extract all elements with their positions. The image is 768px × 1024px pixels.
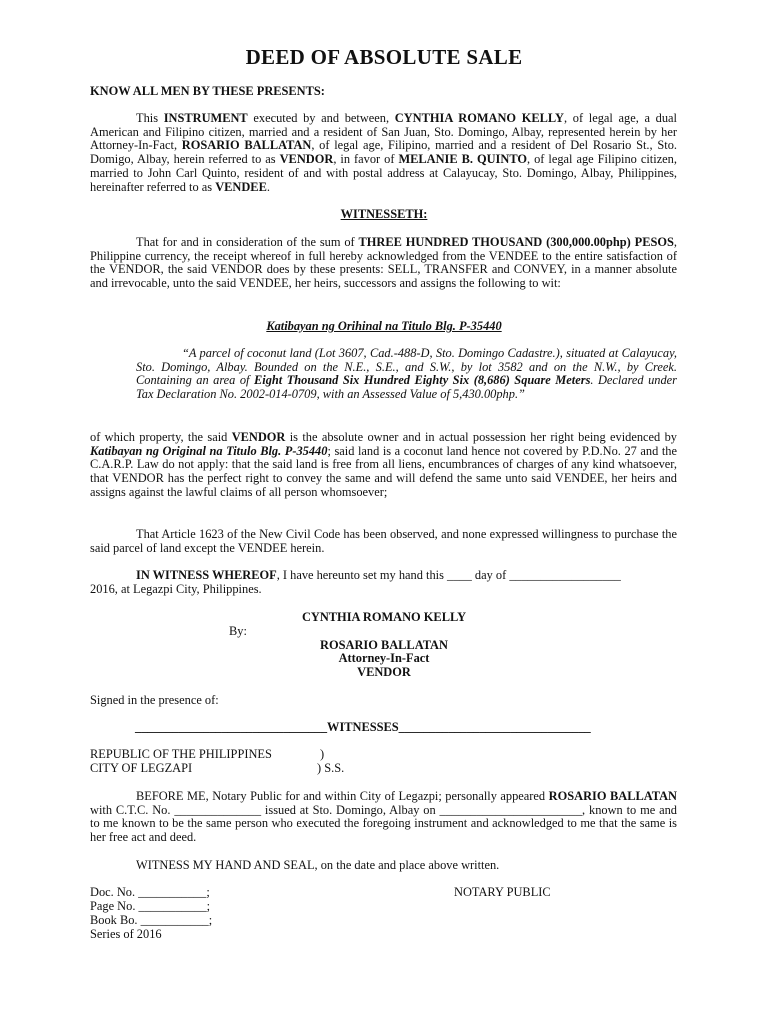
ownership-paragraph: of which property, the said VENDOR is the absolute owner and in actual possession her right being evidenced by Katibayan ng Original na Titulo Blg. P-35440; said land is a coconut land hence not covered by P.D.No. 27 and the C.A.R.P. Law do not apply: that the said land is free from all liens, encumbrances of charges of any kind whatsoever, that VENDOR has the perfect right to convey the same and will defend the same unto said VENDEE, her heirs and assigns against the lawful claims of all person whomsoever; bbox=[90, 430, 677, 499]
witnesses-line: _______________________________WITNESSES_______________________________ bbox=[135, 720, 591, 734]
venue-bracket: ) bbox=[320, 747, 325, 761]
page-number: Page No. ___________; bbox=[90, 899, 211, 913]
signatory-name: CYNTHIA ROMANO KELLY bbox=[301, 610, 467, 624]
vendee-name: MELANIE B. QUINTO bbox=[398, 152, 528, 167]
land-area: Eight Thousand Six Hundred Eighty Six (8,686) Square Meters bbox=[253, 373, 591, 388]
sale-amount: THREE HUNDRED THOUSAND (300,000.00php) PESOS bbox=[358, 235, 674, 249]
opening-clause: KNOW ALL MEN BY THESE PRESENTS: bbox=[90, 84, 325, 98]
witness-whereof-paragraph: IN WITNESS WHEREOF, I have hereunto set my hand this ____ day of __________________ 2016, at Legazpi City, Philippines. bbox=[90, 568, 621, 596]
agent-name: ROSARIO BALLATAN bbox=[320, 638, 448, 652]
agent-role: Attorney-In-Fact bbox=[338, 651, 430, 665]
seal-paragraph: WITNESS MY HAND AND SEAL, on the date and place above written. bbox=[136, 858, 500, 872]
venue-ss: ) S.S. bbox=[317, 761, 345, 775]
by-label: By: bbox=[229, 624, 247, 638]
parties-paragraph: This INSTRUMENT executed by and between, CYNTHIA ROMANO KELLY, of legal age, a dual American and Filipino citizen, married and a resident of San Juan, Sto. Domingo, Albay, represented herein by her Attorney-In-Fact, ROSARIO BALLATAN, of legal age, Filipino, married and a resident of Del Rosario St., Sto. Domigo, Albay, herein referred to as VENDOR, in favor of MELANIE B. QUINTO, of legal age Filipino citizen, married to John Carl Quinto, resident of and with postal address at Calayucay, Sto. Domingo, Albay, Philippines, hereinafter referred to as VENDEE. bbox=[90, 111, 677, 194]
property-description: “A parcel of coconut land (Lot 3607, Cad.-488-D, Sto. Domingo Cadastre.), situated at Calayucay, Sto. Domingo, Albay. Bounded on the N.E., S.E., and S.W., by lot 3582 and on the N.W., by Creek. Containing an area of Eight Thousand Six Hundred Eighty Six (8,686) Square Meters. Declared under Tax Declaration No. 2002-014-0709, with an Assessed Value of 5,430.00php.” bbox=[136, 346, 678, 402]
title-reference: Katibayan ng Orihinal na Titulo Blg. P-35440 bbox=[266, 319, 502, 333]
doc-number: Doc. No. ___________; bbox=[90, 885, 210, 899]
witnesseth-heading: WITNESSETH: bbox=[340, 207, 428, 221]
series-year: Series of 2016 bbox=[90, 927, 162, 941]
civil-code-paragraph: That Article 1623 of the New Civil Code has been observed, and none expressed willingness to purchase the said parcel of land except the VENDEE herein. bbox=[90, 527, 677, 555]
venue-city: CITY OF LEGZAPI bbox=[90, 761, 193, 775]
presence-label: Signed in the presence of: bbox=[90, 693, 219, 707]
document-title: DEED OF ABSOLUTE SALE bbox=[245, 45, 523, 69]
book-number: Book Bo. ___________; bbox=[90, 913, 213, 927]
notary-public-label: NOTARY PUBLIC bbox=[454, 885, 551, 899]
party-label: VENDOR bbox=[357, 665, 411, 679]
acknowledgment-paragraph: BEFORE ME, Notary Public for and within City of Legazpi; personally appeared ROSARIO BALLATAN with C.T.C. No. ______________ issued at Sto. Domingo, Albay on _______________________, known to me and to me known to be the same person who executed the foregoing instrument and acknowledged to me that the same is her free act and deed. bbox=[90, 789, 677, 845]
attorney-name: ROSARIO BALLATAN bbox=[181, 138, 312, 153]
vendor-name: CYNTHIA ROMANO KELLY bbox=[394, 111, 564, 125]
venue-republic: REPUBLIC OF THE PHILIPPINES bbox=[90, 747, 272, 761]
consideration-paragraph: That for and in consideration of the sum of THREE HUNDRED THOUSAND (300,000.00php) PESOS, Philippine currency, the receipt whereof in full hereby acknowledged from the VENDEE to the entire satisfaction of the VENDOR, the said VENDOR does by these presents: SELL, TRANSFER and CONVEY, in a manner absolute and irrevocable, unto the said VENDEE, her heirs, successors and assigns the following to wit: bbox=[90, 235, 677, 291]
